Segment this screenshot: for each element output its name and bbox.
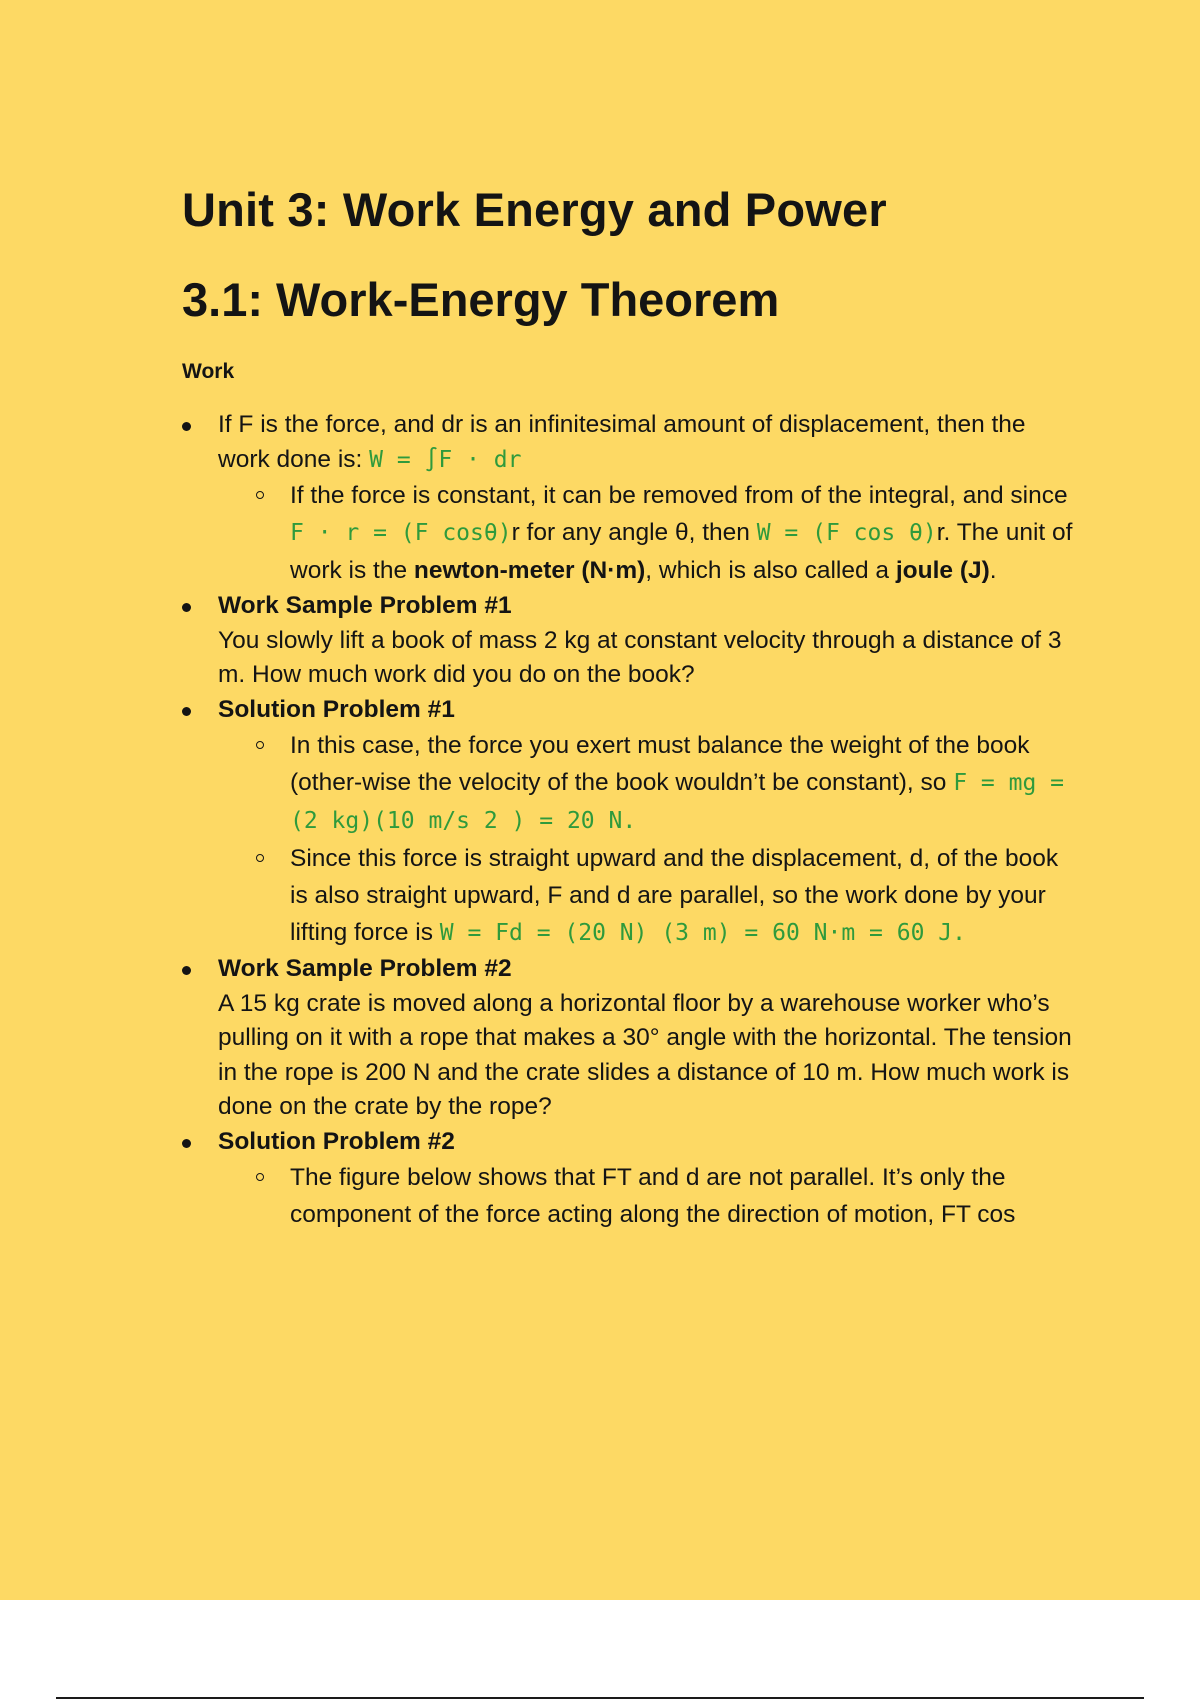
sub-bullet-text: r for any angle θ, then	[511, 519, 757, 546]
sub-bullet-text: r. The unit of work is the	[290, 519, 1073, 584]
sub-bullet-text: In this case, the force you exert must balance the weight of the book (other-wise the velocity of the book wouldn’t be constant), so	[290, 732, 1030, 796]
bullet-sample-problem-1	[182, 589, 1082, 693]
notes-list	[182, 408, 1082, 1233]
unit-title: Unit 3: Work Energy and Power	[182, 183, 887, 236]
sub-list	[218, 727, 1082, 952]
sub-bullet-text: , which is also called a	[645, 557, 896, 584]
sample-problem-2-body: A 15 kg crate is moved along a horizontal floor by a warehouse worker who’s pulling on it with a rope that makes a 30° angle with the horizontal. The tension in the rope is 200 N and the crate slides a distance of 10 m. How much work is done on the crate by the rope?	[218, 989, 1072, 1120]
sub-bullet-text: If the force is constant, it can be removed from of the integral, and since	[290, 482, 1068, 509]
bullet-dot	[182, 422, 191, 431]
sub-bullet-ring	[256, 1173, 264, 1181]
sub-bullet-balance-force	[182, 727, 1082, 840]
sub-bullet-ring	[256, 741, 264, 749]
sample-problem-2-heading: Work Sample Problem #2	[218, 955, 512, 982]
sub-list	[218, 477, 1082, 589]
bullet-text: If F is the force, and dr is an infinitesimal amount of displacement, then the work done is:	[218, 411, 1026, 473]
work-cos-formula: W = (F cos θ)	[756, 520, 937, 546]
sub-bullet-text: Since this force is straight upward and the displacement, d, of the book is also straight upward, F and d are parallel, so the work done by your lifting force is	[290, 845, 1059, 946]
sub-list	[218, 1159, 1082, 1233]
bullet-dot	[182, 1139, 191, 1148]
bullet-solution-2	[182, 1125, 1082, 1234]
sub-bullet-component	[182, 1159, 1082, 1233]
newton-meter-term: newton-meter (N·m)	[413, 557, 646, 584]
sub-bullet-text: .	[989, 557, 997, 584]
bullet-dot	[182, 966, 191, 975]
force-mg-formula: F = mg = (2 kg)(10 m/s 2 ) = 20 N.	[290, 770, 1064, 834]
bullet-dot	[182, 603, 191, 612]
bullet-dot	[182, 707, 191, 716]
dot-product-formula: F · r = (F cosθ)	[290, 520, 512, 546]
joule-term: joule (J)	[895, 557, 990, 584]
page-bottom-rule	[56, 1697, 1144, 1699]
sub-bullet-text: The figure below shows that FT and d are not parallel. It’s only the component of the force acting along the direction of motion, FT cos	[290, 1164, 1016, 1228]
bullet-solution-1	[182, 693, 1082, 953]
sub-bullet-constant-force	[182, 477, 1082, 589]
sub-bullet-ring	[256, 491, 264, 499]
sample-problem-1-body: You slowly lift a book of mass 2 kg at constant velocity through a distance of 3 m. How much work did you do on the book?	[218, 626, 1062, 688]
work-integral-formula: W = ∫F · dr	[369, 446, 522, 473]
bullet-work-definition	[182, 408, 1082, 589]
sub-bullet-ring	[256, 854, 264, 862]
work-fd-formula: W = Fd = (20 N) (3 m) = 60 N·m = 60 J.	[439, 920, 966, 946]
solution-2-heading: Solution Problem #2	[218, 1127, 455, 1155]
sample-problem-1-heading: Work Sample Problem #1	[218, 592, 512, 619]
sub-bullet-work-done	[182, 840, 1082, 952]
document-content	[182, 180, 1082, 1233]
solution-1-heading: Solution Problem #1	[218, 695, 455, 723]
work-subheading: Work	[182, 360, 235, 383]
bullet-sample-problem-2	[182, 952, 1082, 1125]
section-title: 3.1: Work-Energy Theorem	[182, 273, 780, 326]
